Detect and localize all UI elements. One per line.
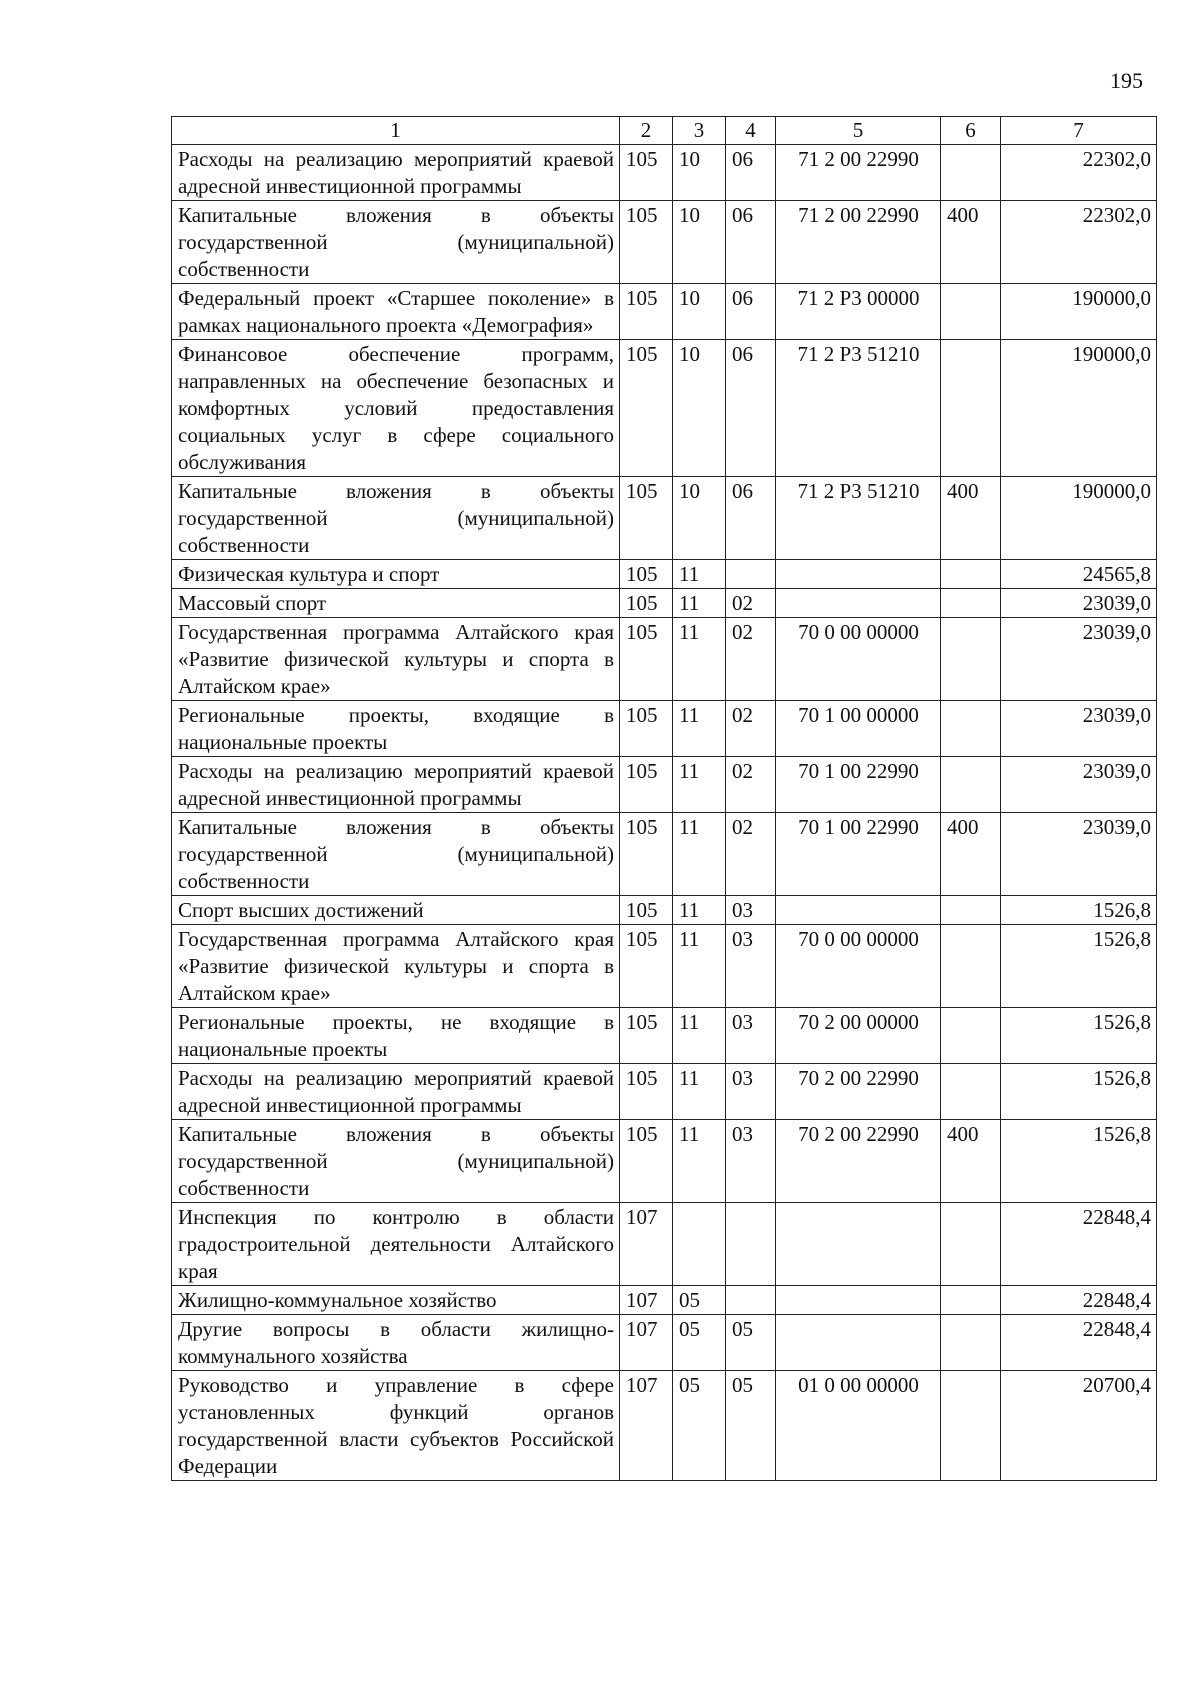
section-code-cell: 05 bbox=[673, 1315, 726, 1371]
subsection-code-cell: 03 bbox=[726, 1008, 776, 1064]
amount-cell: 190000,0 bbox=[1001, 477, 1157, 560]
row-name-cell: Руководство и управление в сфере установленных функций органов государственной власти субъектов Российской Федерации bbox=[172, 1371, 620, 1481]
target-article-cell: 70 0 00 00000 bbox=[776, 618, 941, 701]
section-code-cell: 10 bbox=[673, 201, 726, 284]
section-code-cell: 10 bbox=[673, 340, 726, 477]
amount-cell: 20700,4 bbox=[1001, 1371, 1157, 1481]
header-cell-3: 3 bbox=[673, 117, 726, 145]
table-row bbox=[172, 477, 1157, 560]
expense-type-cell bbox=[941, 560, 1001, 589]
amount-cell: 1526,8 bbox=[1001, 1064, 1157, 1120]
amount-cell: 23039,0 bbox=[1001, 757, 1157, 813]
row-name-cell: Капитальные вложения в объекты государственной (муниципальной) собственности bbox=[172, 1120, 620, 1203]
header-cell-2: 2 bbox=[620, 117, 673, 145]
table-row bbox=[172, 701, 1157, 757]
chapter-code-cell: 107 bbox=[620, 1203, 673, 1286]
table-row bbox=[172, 925, 1157, 1008]
subsection-code-cell: 03 bbox=[726, 925, 776, 1008]
table-row bbox=[172, 618, 1157, 701]
row-name-cell: Физическая культура и спорт bbox=[172, 560, 620, 589]
table-row bbox=[172, 145, 1157, 201]
expense-type-cell bbox=[941, 1203, 1001, 1286]
chapter-code-cell: 105 bbox=[620, 896, 673, 925]
subsection-code-cell bbox=[726, 1203, 776, 1286]
subsection-code-cell: 02 bbox=[726, 813, 776, 896]
row-name-cell: Другие вопросы в области жилищно-коммунального хозяйства bbox=[172, 1315, 620, 1371]
header-cell-4: 4 bbox=[726, 117, 776, 145]
subsection-code-cell: 02 bbox=[726, 589, 776, 618]
row-name-cell: Спорт высших достижений bbox=[172, 896, 620, 925]
row-name-cell: Государственная программа Алтайского края «Развитие физической культуры и спорта в Алтайском крае» bbox=[172, 925, 620, 1008]
chapter-code-cell: 105 bbox=[620, 477, 673, 560]
budget-table bbox=[171, 116, 1157, 1481]
expense-type-cell bbox=[941, 1064, 1001, 1120]
expense-type-cell: 400 bbox=[941, 201, 1001, 284]
budget-table-body bbox=[172, 117, 1157, 1481]
row-name-cell: Капитальные вложения в объекты государственной (муниципальной) собственности bbox=[172, 477, 620, 560]
amount-cell: 190000,0 bbox=[1001, 340, 1157, 477]
table-row bbox=[172, 813, 1157, 896]
amount-cell: 22848,4 bbox=[1001, 1315, 1157, 1371]
subsection-code-cell: 06 bbox=[726, 201, 776, 284]
section-code-cell: 05 bbox=[673, 1371, 726, 1481]
expense-type-cell bbox=[941, 925, 1001, 1008]
table-row bbox=[172, 589, 1157, 618]
expense-type-cell bbox=[941, 757, 1001, 813]
chapter-code-cell: 105 bbox=[620, 145, 673, 201]
chapter-code-cell: 105 bbox=[620, 925, 673, 1008]
amount-cell: 1526,8 bbox=[1001, 896, 1157, 925]
chapter-code-cell: 105 bbox=[620, 340, 673, 477]
amount-cell: 1526,8 bbox=[1001, 1120, 1157, 1203]
section-code-cell: 11 bbox=[673, 618, 726, 701]
target-article-cell bbox=[776, 560, 941, 589]
subsection-code-cell: 06 bbox=[726, 340, 776, 477]
row-name-cell: Капитальные вложения в объекты государственной (муниципальной) собственности bbox=[172, 201, 620, 284]
amount-cell: 22302,0 bbox=[1001, 145, 1157, 201]
expense-type-cell bbox=[941, 1286, 1001, 1315]
row-name-cell: Капитальные вложения в объекты государственной (муниципальной) собственности bbox=[172, 813, 620, 896]
subsection-code-cell: 06 bbox=[726, 284, 776, 340]
section-code-cell: 11 bbox=[673, 1064, 726, 1120]
section-code-cell: 11 bbox=[673, 925, 726, 1008]
subsection-code-cell: 02 bbox=[726, 618, 776, 701]
expense-type-cell bbox=[941, 618, 1001, 701]
section-code-cell: 11 bbox=[673, 560, 726, 589]
amount-cell: 190000,0 bbox=[1001, 284, 1157, 340]
subsection-code-cell: 03 bbox=[726, 1120, 776, 1203]
chapter-code-cell: 105 bbox=[620, 1008, 673, 1064]
expense-type-cell: 400 bbox=[941, 813, 1001, 896]
chapter-code-cell: 105 bbox=[620, 560, 673, 589]
row-name-cell: Инспекция по контролю в области градостроительной деятельности Алтайского края bbox=[172, 1203, 620, 1286]
amount-cell: 23039,0 bbox=[1001, 701, 1157, 757]
row-name-cell: Расходы на реализацию мероприятий краевой адресной инвестиционной программы bbox=[172, 757, 620, 813]
expense-type-cell bbox=[941, 1008, 1001, 1064]
amount-cell: 22848,4 bbox=[1001, 1286, 1157, 1315]
subsection-code-cell: 03 bbox=[726, 1064, 776, 1120]
target-article-cell: 71 2 00 22990 bbox=[776, 145, 941, 201]
table-row bbox=[172, 1120, 1157, 1203]
chapter-code-cell: 105 bbox=[620, 1064, 673, 1120]
table-row bbox=[172, 340, 1157, 477]
section-code-cell: 05 bbox=[673, 1286, 726, 1315]
target-article-cell bbox=[776, 1203, 941, 1286]
chapter-code-cell: 105 bbox=[620, 813, 673, 896]
subsection-code-cell: 03 bbox=[726, 896, 776, 925]
table-row bbox=[172, 1008, 1157, 1064]
table-row bbox=[172, 1203, 1157, 1286]
target-article-cell: 70 1 00 22990 bbox=[776, 813, 941, 896]
expense-type-cell bbox=[941, 145, 1001, 201]
subsection-code-cell: 06 bbox=[726, 145, 776, 201]
subsection-code-cell: 02 bbox=[726, 757, 776, 813]
target-article-cell: 71 2 Р3 00000 bbox=[776, 284, 941, 340]
target-article-cell: 70 2 00 22990 bbox=[776, 1064, 941, 1120]
section-code-cell: 10 bbox=[673, 145, 726, 201]
chapter-code-cell: 105 bbox=[620, 589, 673, 618]
header-cell-1: 1 bbox=[172, 117, 620, 145]
table-row bbox=[172, 1315, 1157, 1371]
section-code-cell: 10 bbox=[673, 477, 726, 560]
row-name-cell: Массовый спорт bbox=[172, 589, 620, 618]
header-row bbox=[172, 117, 1157, 145]
amount-cell: 22302,0 bbox=[1001, 201, 1157, 284]
section-code-cell: 11 bbox=[673, 1008, 726, 1064]
chapter-code-cell: 107 bbox=[620, 1315, 673, 1371]
target-article-cell: 70 1 00 00000 bbox=[776, 701, 941, 757]
amount-cell: 23039,0 bbox=[1001, 813, 1157, 896]
table-row bbox=[172, 1064, 1157, 1120]
amount-cell: 1526,8 bbox=[1001, 925, 1157, 1008]
header-cell-7: 7 bbox=[1001, 117, 1157, 145]
section-code-cell bbox=[673, 1203, 726, 1286]
row-name-cell: Расходы на реализацию мероприятий краевой адресной инвестиционной программы bbox=[172, 1064, 620, 1120]
expense-type-cell bbox=[941, 340, 1001, 477]
subsection-code-cell: 02 bbox=[726, 701, 776, 757]
target-article-cell bbox=[776, 896, 941, 925]
section-code-cell: 11 bbox=[673, 757, 726, 813]
target-article-cell bbox=[776, 589, 941, 618]
row-name-cell: Финансовое обеспечение программ, направленных на обеспечение безопасных и комфортных условий предоставления социальных услуг в сфере социального обслуживания bbox=[172, 340, 620, 477]
section-code-cell: 11 bbox=[673, 701, 726, 757]
target-article-cell: 70 2 00 22990 bbox=[776, 1120, 941, 1203]
table-row bbox=[172, 201, 1157, 284]
amount-cell: 22848,4 bbox=[1001, 1203, 1157, 1286]
expense-type-cell bbox=[941, 896, 1001, 925]
row-name-cell: Региональные проекты, входящие в национальные проекты bbox=[172, 701, 620, 757]
header-cell-6: 6 bbox=[941, 117, 1001, 145]
table-row bbox=[172, 284, 1157, 340]
expense-type-cell: 400 bbox=[941, 477, 1001, 560]
section-code-cell: 11 bbox=[673, 813, 726, 896]
target-article-cell: 71 2 00 22990 bbox=[776, 201, 941, 284]
table-row bbox=[172, 896, 1157, 925]
amount-cell: 23039,0 bbox=[1001, 589, 1157, 618]
expense-type-cell bbox=[941, 284, 1001, 340]
chapter-code-cell: 107 bbox=[620, 1286, 673, 1315]
chapter-code-cell: 105 bbox=[620, 701, 673, 757]
section-code-cell: 11 bbox=[673, 896, 726, 925]
expense-type-cell: 400 bbox=[941, 1120, 1001, 1203]
table-row bbox=[172, 1286, 1157, 1315]
amount-cell: 24565,8 bbox=[1001, 560, 1157, 589]
header-cell-5: 5 bbox=[776, 117, 941, 145]
amount-cell: 23039,0 bbox=[1001, 618, 1157, 701]
subsection-code-cell: 05 bbox=[726, 1315, 776, 1371]
row-name-cell: Жилищно-коммунальное хозяйство bbox=[172, 1286, 620, 1315]
chapter-code-cell: 105 bbox=[620, 201, 673, 284]
target-article-cell: 70 2 00 00000 bbox=[776, 1008, 941, 1064]
row-name-cell: Государственная программа Алтайского края «Развитие физической культуры и спорта в Алтайском крае» bbox=[172, 618, 620, 701]
expense-type-cell bbox=[941, 701, 1001, 757]
table-row bbox=[172, 757, 1157, 813]
subsection-code-cell bbox=[726, 560, 776, 589]
amount-cell: 1526,8 bbox=[1001, 1008, 1157, 1064]
subsection-code-cell bbox=[726, 1286, 776, 1315]
target-article-cell bbox=[776, 1286, 941, 1315]
chapter-code-cell: 105 bbox=[620, 1120, 673, 1203]
expense-type-cell bbox=[941, 1315, 1001, 1371]
target-article-cell: 70 1 00 22990 bbox=[776, 757, 941, 813]
target-article-cell: 71 2 Р3 51210 bbox=[776, 340, 941, 477]
expense-type-cell bbox=[941, 1371, 1001, 1481]
target-article-cell: 70 0 00 00000 bbox=[776, 925, 941, 1008]
chapter-code-cell: 105 bbox=[620, 757, 673, 813]
section-code-cell: 11 bbox=[673, 1120, 726, 1203]
section-code-cell: 10 bbox=[673, 284, 726, 340]
target-article-cell: 71 2 Р3 51210 bbox=[776, 477, 941, 560]
chapter-code-cell: 105 bbox=[620, 618, 673, 701]
row-name-cell: Федеральный проект «Старшее поколение» в рамках национального проекта «Демография» bbox=[172, 284, 620, 340]
section-code-cell: 11 bbox=[673, 589, 726, 618]
target-article-cell: 01 0 00 00000 bbox=[776, 1371, 941, 1481]
expense-type-cell bbox=[941, 589, 1001, 618]
row-name-cell: Региональные проекты, не входящие в национальные проекты bbox=[172, 1008, 620, 1064]
chapter-code-cell: 105 bbox=[620, 284, 673, 340]
table-row bbox=[172, 560, 1157, 589]
chapter-code-cell: 107 bbox=[620, 1371, 673, 1481]
subsection-code-cell: 05 bbox=[726, 1371, 776, 1481]
target-article-cell bbox=[776, 1315, 941, 1371]
page-number: 195 bbox=[1110, 68, 1143, 93]
subsection-code-cell: 06 bbox=[726, 477, 776, 560]
table-row bbox=[172, 1371, 1157, 1481]
row-name-cell: Расходы на реализацию мероприятий краевой адресной инвестиционной программы bbox=[172, 145, 620, 201]
